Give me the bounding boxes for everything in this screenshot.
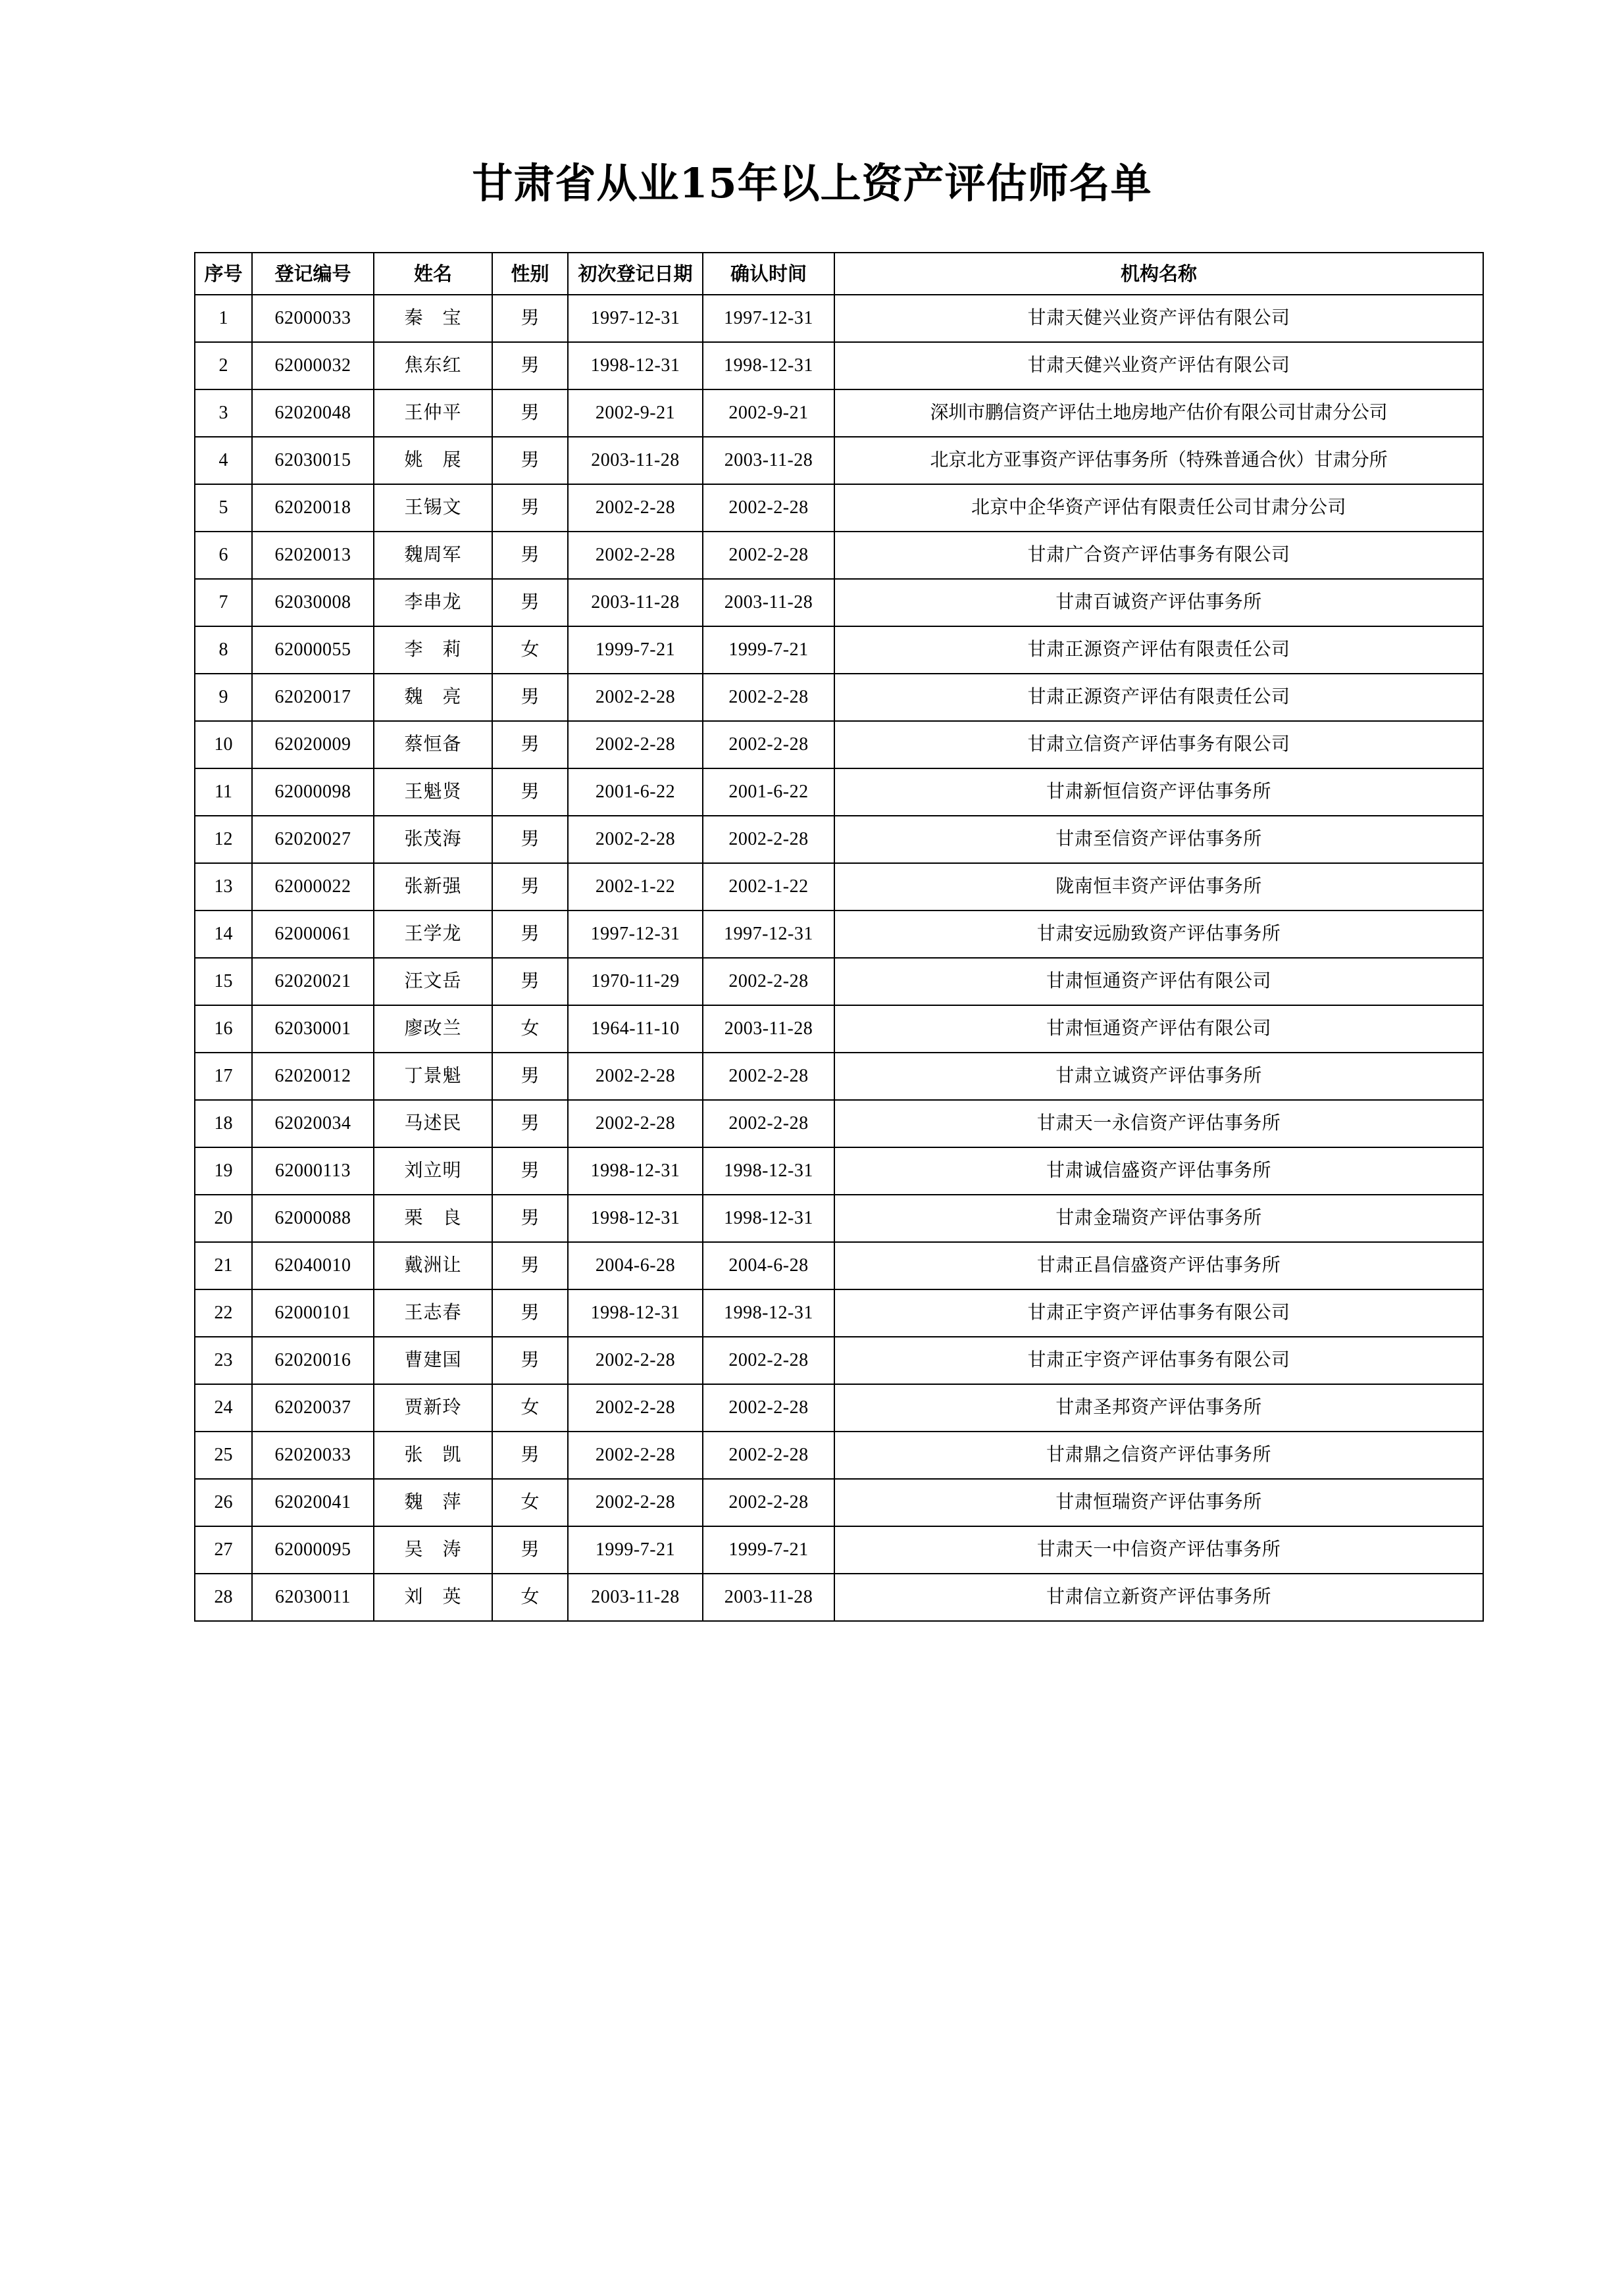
cell-first-registration-date: 2002-2-28 xyxy=(568,721,703,768)
cell-name: 李 莉 xyxy=(374,626,492,674)
cell-organization: 陇南恒丰资产评估事务所 xyxy=(834,863,1483,911)
cell-name: 马述民 xyxy=(374,1100,492,1147)
table-row xyxy=(195,768,1483,816)
cell-reg-number: 62030015 xyxy=(252,437,374,484)
roster-table-container xyxy=(194,252,1483,1622)
cell-index: 16 xyxy=(195,1005,252,1053)
table-row xyxy=(195,1574,1483,1621)
cell-index: 18 xyxy=(195,1100,252,1147)
cell-index: 9 xyxy=(195,674,252,721)
cell-gender: 男 xyxy=(492,1432,568,1479)
cell-gender: 男 xyxy=(492,1147,568,1195)
cell-index: 22 xyxy=(195,1289,252,1337)
cell-index: 4 xyxy=(195,437,252,484)
page-title: 甘肃省从业15年以上资产评估师名单 xyxy=(472,159,1152,207)
cell-confirmation-date: 1997-12-31 xyxy=(703,295,834,342)
cell-reg-number: 62040010 xyxy=(252,1242,374,1289)
cell-confirmation-date: 1998-12-31 xyxy=(703,1147,834,1195)
cell-reg-number: 62030011 xyxy=(252,1574,374,1621)
cell-gender: 男 xyxy=(492,1337,568,1384)
cell-reg-number: 62020017 xyxy=(252,674,374,721)
cell-organization: 甘肃天健兴业资产评估有限公司 xyxy=(834,295,1483,342)
cell-reg-number: 62000098 xyxy=(252,768,374,816)
cell-first-registration-date: 2002-2-28 xyxy=(568,1479,703,1526)
table-row xyxy=(195,532,1483,579)
cell-organization: 北京北方亚事资产评估事务所（特殊普通合伙）甘肃分所 xyxy=(834,437,1483,484)
cell-organization: 甘肃正宇资产评估事务有限公司 xyxy=(834,1337,1483,1384)
table-row xyxy=(195,1195,1483,1242)
cell-organization: 深圳市鹏信资产评估土地房地产估价有限公司甘肃分公司 xyxy=(834,389,1483,437)
cell-first-registration-date: 1970-11-29 xyxy=(568,958,703,1005)
cell-index: 13 xyxy=(195,863,252,911)
cell-gender: 男 xyxy=(492,863,568,911)
cell-first-registration-date: 2002-2-28 xyxy=(568,816,703,863)
cell-name: 魏周军 xyxy=(374,532,492,579)
cell-name: 焦东红 xyxy=(374,342,492,389)
table-row xyxy=(195,1100,1483,1147)
cell-gender: 男 xyxy=(492,532,568,579)
column-header-reg-number: 登记编号 xyxy=(252,253,374,295)
cell-first-registration-date: 2002-2-28 xyxy=(568,1432,703,1479)
cell-organization: 甘肃正宇资产评估事务有限公司 xyxy=(834,1289,1483,1337)
cell-name: 张 凯 xyxy=(374,1432,492,1479)
cell-name: 王仲平 xyxy=(374,389,492,437)
cell-name: 魏 萍 xyxy=(374,1479,492,1526)
cell-confirmation-date: 2002-2-28 xyxy=(703,1100,834,1147)
cell-first-registration-date: 1997-12-31 xyxy=(568,911,703,958)
cell-confirmation-date: 2004-6-28 xyxy=(703,1242,834,1289)
cell-index: 19 xyxy=(195,1147,252,1195)
cell-organization: 甘肃天一中信资产评估事务所 xyxy=(834,1526,1483,1574)
cell-reg-number: 62020037 xyxy=(252,1384,374,1432)
cell-name: 王锡文 xyxy=(374,484,492,532)
cell-gender: 男 xyxy=(492,674,568,721)
cell-organization: 甘肃新恒信资产评估事务所 xyxy=(834,768,1483,816)
cell-first-registration-date: 2002-2-28 xyxy=(568,1053,703,1100)
cell-organization: 甘肃正昌信盛资产评估事务所 xyxy=(834,1242,1483,1289)
cell-index: 8 xyxy=(195,626,252,674)
column-header-confirm-date: 确认时间 xyxy=(703,253,834,295)
cell-gender: 男 xyxy=(492,1195,568,1242)
cell-first-registration-date: 1999-7-21 xyxy=(568,626,703,674)
cell-reg-number: 62000033 xyxy=(252,295,374,342)
cell-name: 李串龙 xyxy=(374,579,492,626)
cell-organization: 甘肃恒通资产评估有限公司 xyxy=(834,958,1483,1005)
cell-first-registration-date: 2003-11-28 xyxy=(568,579,703,626)
table-row xyxy=(195,911,1483,958)
table-row xyxy=(195,816,1483,863)
cell-first-registration-date: 1999-7-21 xyxy=(568,1526,703,1574)
cell-reg-number: 62000095 xyxy=(252,1526,374,1574)
cell-name: 戴洲让 xyxy=(374,1242,492,1289)
cell-reg-number: 62030008 xyxy=(252,579,374,626)
cell-name: 秦 宝 xyxy=(374,295,492,342)
cell-first-registration-date: 1998-12-31 xyxy=(568,1289,703,1337)
cell-index: 17 xyxy=(195,1053,252,1100)
cell-organization: 甘肃鼎之信资产评估事务所 xyxy=(834,1432,1483,1479)
column-header-first-date: 初次登记日期 xyxy=(568,253,703,295)
cell-confirmation-date: 1998-12-31 xyxy=(703,1195,834,1242)
cell-gender: 男 xyxy=(492,958,568,1005)
cell-confirmation-date: 2002-2-28 xyxy=(703,1384,834,1432)
cell-gender: 男 xyxy=(492,1053,568,1100)
table-row xyxy=(195,437,1483,484)
cell-index: 15 xyxy=(195,958,252,1005)
table-row xyxy=(195,674,1483,721)
cell-first-registration-date: 2003-11-28 xyxy=(568,437,703,484)
cell-confirmation-date: 1998-12-31 xyxy=(703,1289,834,1337)
cell-organization: 甘肃诚信盛资产评估事务所 xyxy=(834,1147,1483,1195)
cell-confirmation-date: 2002-2-28 xyxy=(703,484,834,532)
cell-first-registration-date: 1998-12-31 xyxy=(568,1147,703,1195)
cell-confirmation-date: 2002-2-28 xyxy=(703,1053,834,1100)
cell-organization: 甘肃立信资产评估事务有限公司 xyxy=(834,721,1483,768)
cell-gender: 男 xyxy=(492,437,568,484)
cell-confirmation-date: 1998-12-31 xyxy=(703,342,834,389)
cell-organization: 北京中企华资产评估有限责任公司甘肃分公司 xyxy=(834,484,1483,532)
cell-confirmation-date: 1999-7-21 xyxy=(703,626,834,674)
cell-organization: 甘肃正源资产评估有限责任公司 xyxy=(834,626,1483,674)
cell-first-registration-date: 2002-9-21 xyxy=(568,389,703,437)
cell-organization: 甘肃恒通资产评估有限公司 xyxy=(834,1005,1483,1053)
cell-gender: 男 xyxy=(492,484,568,532)
column-header-organization: 机构名称 xyxy=(834,253,1483,295)
table-row xyxy=(195,958,1483,1005)
cell-name: 吴 涛 xyxy=(374,1526,492,1574)
cell-organization: 甘肃信立新资产评估事务所 xyxy=(834,1574,1483,1621)
table-body xyxy=(195,295,1483,1621)
cell-first-registration-date: 2002-2-28 xyxy=(568,1100,703,1147)
cell-index: 14 xyxy=(195,911,252,958)
table-row xyxy=(195,1147,1483,1195)
cell-name: 栗 良 xyxy=(374,1195,492,1242)
cell-confirmation-date: 2002-2-28 xyxy=(703,721,834,768)
cell-name: 刘立明 xyxy=(374,1147,492,1195)
cell-reg-number: 62000032 xyxy=(252,342,374,389)
cell-index: 10 xyxy=(195,721,252,768)
cell-organization: 甘肃立诚资产评估事务所 xyxy=(834,1053,1483,1100)
cell-first-registration-date: 1997-12-31 xyxy=(568,295,703,342)
cell-gender: 男 xyxy=(492,342,568,389)
table-row xyxy=(195,1384,1483,1432)
cell-organization: 甘肃天健兴业资产评估有限公司 xyxy=(834,342,1483,389)
table-row xyxy=(195,389,1483,437)
table-header xyxy=(195,253,1483,295)
cell-first-registration-date: 1998-12-31 xyxy=(568,1195,703,1242)
cell-index: 23 xyxy=(195,1337,252,1384)
table-row xyxy=(195,1479,1483,1526)
cell-index: 27 xyxy=(195,1526,252,1574)
cell-reg-number: 62000101 xyxy=(252,1289,374,1337)
cell-index: 1 xyxy=(195,295,252,342)
cell-confirmation-date: 2002-2-28 xyxy=(703,1337,834,1384)
table-row xyxy=(195,1337,1483,1384)
cell-index: 12 xyxy=(195,816,252,863)
table-row xyxy=(195,1005,1483,1053)
table-row xyxy=(195,484,1483,532)
cell-gender: 男 xyxy=(492,389,568,437)
cell-name: 刘 英 xyxy=(374,1574,492,1621)
cell-index: 26 xyxy=(195,1479,252,1526)
cell-organization: 甘肃正源资产评估有限责任公司 xyxy=(834,674,1483,721)
cell-reg-number: 62020018 xyxy=(252,484,374,532)
cell-reg-number: 62000022 xyxy=(252,863,374,911)
cell-reg-number: 62020041 xyxy=(252,1479,374,1526)
cell-reg-number: 62020021 xyxy=(252,958,374,1005)
cell-gender: 男 xyxy=(492,1242,568,1289)
cell-reg-number: 62000088 xyxy=(252,1195,374,1242)
cell-name: 贾新玲 xyxy=(374,1384,492,1432)
cell-name: 丁景魁 xyxy=(374,1053,492,1100)
cell-index: 24 xyxy=(195,1384,252,1432)
cell-reg-number: 62000061 xyxy=(252,911,374,958)
table-row xyxy=(195,721,1483,768)
cell-gender: 男 xyxy=(492,579,568,626)
cell-name: 王魁贤 xyxy=(374,768,492,816)
cell-index: 21 xyxy=(195,1242,252,1289)
appraiser-roster-table xyxy=(194,252,1484,1622)
cell-gender: 男 xyxy=(492,768,568,816)
cell-index: 11 xyxy=(195,768,252,816)
cell-confirmation-date: 2002-1-22 xyxy=(703,863,834,911)
cell-reg-number: 62020034 xyxy=(252,1100,374,1147)
table-row xyxy=(195,863,1483,911)
cell-first-registration-date: 1998-12-31 xyxy=(568,342,703,389)
cell-confirmation-date: 2002-2-28 xyxy=(703,1432,834,1479)
cell-confirmation-date: 2002-2-28 xyxy=(703,816,834,863)
cell-reg-number: 62020012 xyxy=(252,1053,374,1100)
cell-gender: 男 xyxy=(492,1289,568,1337)
cell-gender: 男 xyxy=(492,911,568,958)
cell-confirmation-date: 2002-2-28 xyxy=(703,674,834,721)
cell-index: 6 xyxy=(195,532,252,579)
cell-gender: 女 xyxy=(492,626,568,674)
column-header-index: 序号 xyxy=(195,253,252,295)
column-header-name: 姓名 xyxy=(374,253,492,295)
cell-reg-number: 62030001 xyxy=(252,1005,374,1053)
cell-index: 2 xyxy=(195,342,252,389)
cell-first-registration-date: 2003-11-28 xyxy=(568,1574,703,1621)
cell-name: 张茂海 xyxy=(374,816,492,863)
cell-reg-number: 62000055 xyxy=(252,626,374,674)
cell-index: 20 xyxy=(195,1195,252,1242)
table-row xyxy=(195,579,1483,626)
cell-gender: 男 xyxy=(492,1100,568,1147)
cell-first-registration-date: 2002-2-28 xyxy=(568,1384,703,1432)
cell-first-registration-date: 2004-6-28 xyxy=(568,1242,703,1289)
cell-name: 魏 亮 xyxy=(374,674,492,721)
cell-confirmation-date: 2003-11-28 xyxy=(703,1574,834,1621)
cell-organization: 甘肃天一永信资产评估事务所 xyxy=(834,1100,1483,1147)
cell-gender: 女 xyxy=(492,1005,568,1053)
cell-first-registration-date: 2001-6-22 xyxy=(568,768,703,816)
table-row xyxy=(195,342,1483,389)
cell-organization: 甘肃金瑞资产评估事务所 xyxy=(834,1195,1483,1242)
cell-confirmation-date: 2001-6-22 xyxy=(703,768,834,816)
cell-gender: 女 xyxy=(492,1384,568,1432)
cell-reg-number: 62020033 xyxy=(252,1432,374,1479)
cell-organization: 甘肃广合资产评估事务有限公司 xyxy=(834,532,1483,579)
cell-first-registration-date: 2002-2-28 xyxy=(568,484,703,532)
cell-gender: 女 xyxy=(492,1479,568,1526)
cell-index: 3 xyxy=(195,389,252,437)
table-row xyxy=(195,1242,1483,1289)
cell-confirmation-date: 2003-11-28 xyxy=(703,1005,834,1053)
cell-organization: 甘肃圣邦资产评估事务所 xyxy=(834,1384,1483,1432)
cell-confirmation-date: 2003-11-28 xyxy=(703,437,834,484)
table-row xyxy=(195,1053,1483,1100)
cell-name: 曹建国 xyxy=(374,1337,492,1384)
cell-name: 蔡恒备 xyxy=(374,721,492,768)
cell-gender: 男 xyxy=(492,295,568,342)
cell-index: 5 xyxy=(195,484,252,532)
cell-first-registration-date: 2002-2-28 xyxy=(568,1337,703,1384)
cell-confirmation-date: 1997-12-31 xyxy=(703,911,834,958)
cell-gender: 女 xyxy=(492,1574,568,1621)
cell-first-registration-date: 2002-1-22 xyxy=(568,863,703,911)
cell-organization: 甘肃至信资产评估事务所 xyxy=(834,816,1483,863)
cell-reg-number: 62020013 xyxy=(252,532,374,579)
cell-confirmation-date: 2002-2-28 xyxy=(703,1479,834,1526)
cell-gender: 男 xyxy=(492,1526,568,1574)
table-row xyxy=(195,1289,1483,1337)
cell-name: 王志春 xyxy=(374,1289,492,1337)
cell-reg-number: 62020048 xyxy=(252,389,374,437)
cell-name: 汪文岳 xyxy=(374,958,492,1005)
table-row xyxy=(195,1526,1483,1574)
table-header-row xyxy=(195,253,1483,295)
cell-confirmation-date: 2002-9-21 xyxy=(703,389,834,437)
cell-reg-number: 62000113 xyxy=(252,1147,374,1195)
cell-confirmation-date: 1999-7-21 xyxy=(703,1526,834,1574)
cell-name: 王学龙 xyxy=(374,911,492,958)
cell-index: 28 xyxy=(195,1574,252,1621)
cell-confirmation-date: 2003-11-28 xyxy=(703,579,834,626)
cell-first-registration-date: 2002-2-28 xyxy=(568,532,703,579)
table-row xyxy=(195,626,1483,674)
cell-organization: 甘肃百诚资产评估事务所 xyxy=(834,579,1483,626)
cell-confirmation-date: 2002-2-28 xyxy=(703,532,834,579)
cell-reg-number: 62020027 xyxy=(252,816,374,863)
cell-organization: 甘肃恒瑞资产评估事务所 xyxy=(834,1479,1483,1526)
cell-confirmation-date: 2002-2-28 xyxy=(703,958,834,1005)
cell-organization: 甘肃安远励致资产评估事务所 xyxy=(834,911,1483,958)
cell-name: 姚 展 xyxy=(374,437,492,484)
cell-reg-number: 62020009 xyxy=(252,721,374,768)
cell-first-registration-date: 2002-2-28 xyxy=(568,674,703,721)
cell-name: 张新强 xyxy=(374,863,492,911)
cell-gender: 男 xyxy=(492,721,568,768)
cell-first-registration-date: 1964-11-10 xyxy=(568,1005,703,1053)
cell-index: 7 xyxy=(195,579,252,626)
column-header-gender: 性别 xyxy=(492,253,568,295)
table-row xyxy=(195,1432,1483,1479)
table-row xyxy=(195,295,1483,342)
cell-name: 廖改兰 xyxy=(374,1005,492,1053)
cell-reg-number: 62020016 xyxy=(252,1337,374,1384)
cell-gender: 男 xyxy=(492,816,568,863)
cell-index: 25 xyxy=(195,1432,252,1479)
